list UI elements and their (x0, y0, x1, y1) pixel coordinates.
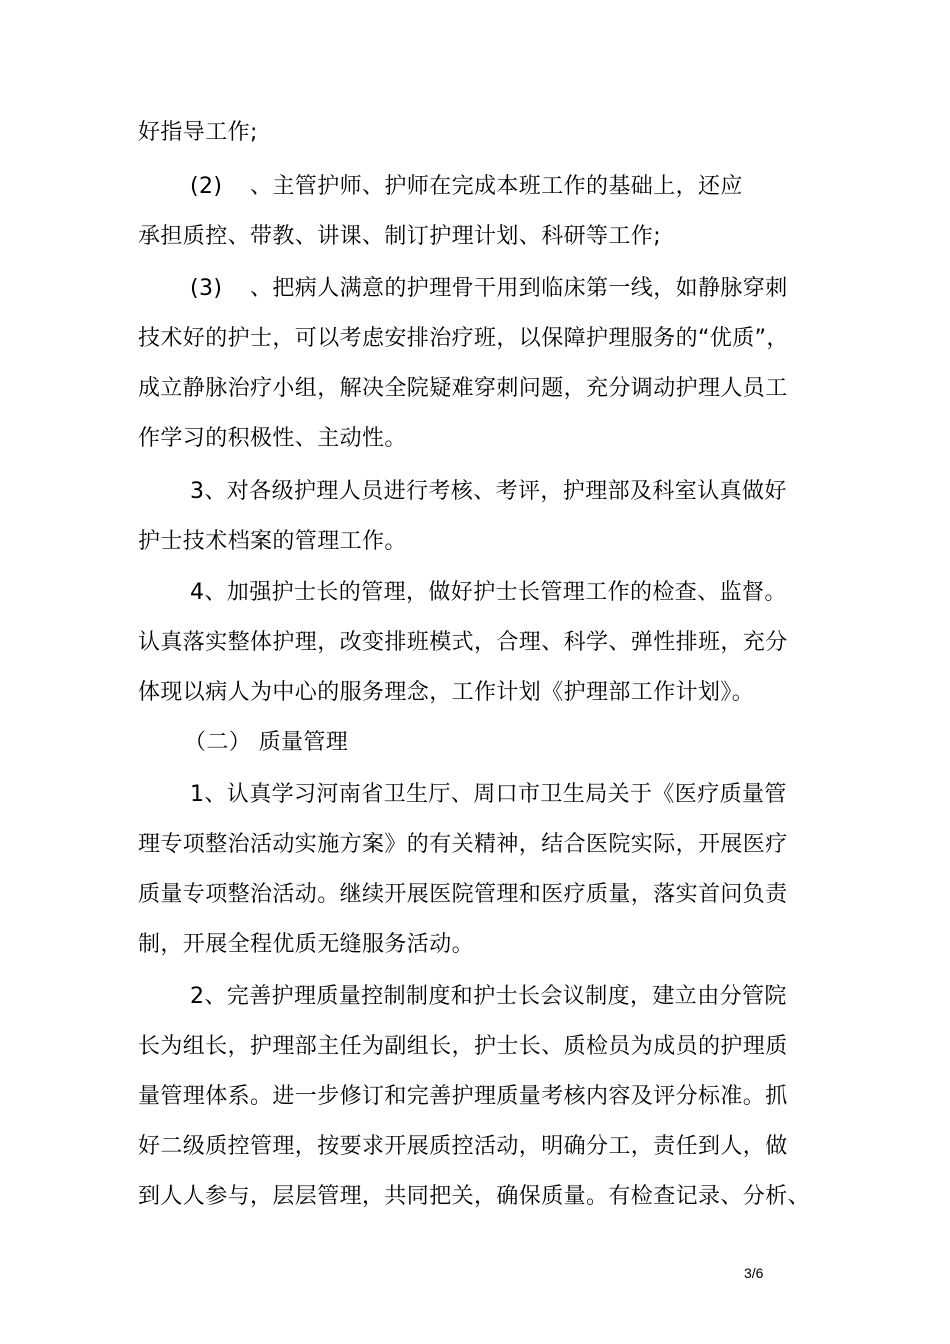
paragraph-2-start: 2、完善护理质量控制制度和护士长会议制度，建立由分管院 (190, 984, 787, 1009)
text-line: 体现以病人为中心的服务理念，工作计划《护理部工作计划》。 (138, 680, 755, 705)
text-line: 长为组长，护理部主任为副组长，护士长、质检员为成员的护理质 (138, 1034, 788, 1059)
text-line: 好二级质控管理，按要求开展质控活动，明确分工，责任到人，做 (138, 1134, 788, 1159)
text-line: 量管理体系。进一步修订和完善护理质量考核内容及评分标准。抓 (138, 1084, 788, 1109)
text-line: 技术好的护士，可以考虑安排治疗班，以保障护理服务的“优质”， (138, 326, 789, 351)
text-line: 理专项整治活动实施方案》的有关精神，结合医院实际，开展医疗 (138, 832, 788, 857)
paragraph-3-start: 3、对各级护理人员进行考核、考评，护理部及科室认真做好 (190, 479, 787, 504)
page-number: 3/6 (744, 1265, 764, 1281)
section-heading: （二） 质量管理 (184, 730, 349, 755)
numbered-item-3 (190, 274, 788, 304)
text-line: 护士技术档案的管理工作。 (138, 529, 407, 554)
text-line: 到人人参与，层层管理，共同把关，确保质量。有检查记录、分析、 (138, 1184, 811, 1209)
item-text: 、把病人满意的护理骨干用到临床第一线，如静脉穿刺 (250, 276, 788, 301)
paragraph-1-start: 1、认真学习河南省卫生厅、周口市卫生局关于《医疗质量管 (190, 782, 787, 807)
paragraph-4-start: 4、加强护士长的管理，做好护士长管理工作的检查、监督。 (190, 580, 787, 605)
item-text: 、主管护师、护师在完成本班工作的基础上，还应 (250, 174, 743, 199)
text-line: 作学习的积极性、主动性。 (138, 426, 407, 451)
text-line: 认真落实整体护理，改变排班模式，合理、科学、弹性排班，充分 (138, 630, 788, 655)
text-line: 承担质控、带教、讲课、制订护理计划、科研等工作; (138, 224, 662, 249)
text-line: 成立静脉治疗小组，解决全院疑难穿刺问题，充分调动护理人员工 (138, 376, 788, 401)
text-line: 制，开展全程优质无缝服务活动。 (138, 932, 475, 957)
text-line-continuation: 好指导工作; (138, 120, 258, 145)
numbered-item-2 (190, 172, 743, 202)
item-number: (2) (190, 174, 223, 199)
item-number: (3) (190, 276, 223, 301)
text-line: 质量专项整治活动。继续开展医院管理和医疗质量，落实首问负责 (138, 882, 788, 907)
